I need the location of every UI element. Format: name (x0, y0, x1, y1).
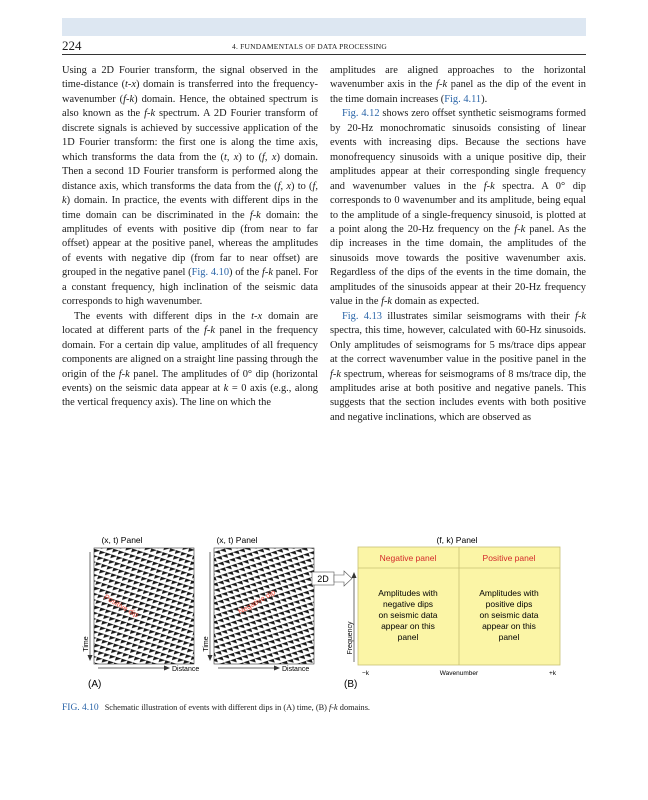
negative-panel-line: panel (397, 632, 419, 642)
paragraph: The events with different dips in the t-x domain are located at different parts of the f-k panel in the frequency domain. For a certain dip value, amplitudes of all frequency components are aligned on a straight line passing through the origin of the f-k panel. The amplitudes of 0° dip (horizontal events) on the seismic data appear at k = 0 axis (e.g., along the vertical frequency axis). The line on which the (62, 310, 318, 409)
k-positive-label: +k (548, 670, 556, 677)
positive-panel-line: on seismic data (479, 610, 539, 620)
negative-dip-label: Negative dip (236, 587, 278, 617)
negative-panel-line: Amplitudes with (378, 588, 438, 598)
panel-a-title: (x, t) Panel (101, 535, 143, 545)
caption-label: FIG. 4.10 (62, 703, 99, 713)
negative-panel-header: Negative panel (379, 553, 437, 563)
figure-4-10 (62, 532, 586, 694)
distance-arrow-icon (164, 666, 170, 671)
distance-axis-label: Distance (172, 666, 200, 673)
paragraph: amplitudes are aligned approaches to the horizontal wavenumber axis in the f-k panel as the dip of the event in the time domain increases (Fig. 4.11). (330, 65, 586, 105)
seismic-panel-positive (94, 548, 194, 664)
panel-b-title: (f, k) Panel (436, 535, 478, 545)
positive-panel-line: positive dips (485, 599, 533, 609)
transform-2d-label: 2D (317, 574, 329, 584)
time-arrow-icon (88, 655, 93, 661)
negative-panel-line: appear on this (381, 621, 435, 631)
top-band (62, 18, 586, 36)
left-column (62, 64, 318, 411)
transform-arrow-icon (334, 571, 352, 586)
paragraph: Fig. 4.12 shows zero offset synthetic seismograms formed by 20-Hz monochromatic sinusoids consisting of linear events with increasing dips. Because the sections have monofrequency sinusoids with a unique positive dip, their amplitudes appear at their corresponding single frequency and wavenumber values in the f-k spectra. A 0° dip corresponds to 0 wavenumber and its amplitude, being equal to the amplitude of a single-frequency sinusoid, is plotted at a point along the 20-Hz frequency on the f-k panel. As the dip increases in the time domain, the amplitudes of the sinusoids move towards the positive wavenumber axis. Regardless of the dips of the events in the time domain, the amplitudes of the sinusoids appear at their 20-Hz frequency value in the f-k domain as expected. (330, 108, 586, 308)
distance-arrow-icon (274, 666, 280, 671)
negative-panel-line: on seismic data (378, 610, 438, 620)
panel-a-letter: (A) (88, 679, 102, 690)
panel-b-letter: (B) (344, 679, 358, 690)
positive-panel-line: Amplitudes with (479, 588, 539, 598)
seismic-panel-negative (214, 548, 314, 664)
figure-link[interactable]: Fig. 4.11 (444, 93, 482, 105)
figure-link[interactable]: Fig. 4.10 (191, 267, 230, 279)
k-negative-label: −k (362, 670, 370, 677)
distance-axis-label: Distance (282, 666, 310, 673)
figure-caption: FIG. 4.10 Schematic illustration of events with different dips in (A) time, (B) f-k domains. (62, 703, 370, 713)
time-axis-label: Time (203, 636, 210, 652)
positive-panel-header: Positive panel (482, 553, 536, 563)
time-axis-label: Time (83, 636, 90, 652)
right-column (330, 64, 586, 425)
frequency-axis-label: Frequency (347, 621, 354, 655)
header-rule (62, 54, 586, 55)
paragraph: Using a 2D Fourier transform, the signal observed in the time-distance (t-x) domain is transferred into the frequency-wavenumber (f-k) domain. Hence, the obtained spectrum is also known as the f-k spectrum. A 2D Fourier transform of discrete signals is achieved by successive application of the 1D Fourier transform: the first one is along the time axis, which transforms the data from the (t, x) to (f, x) domain. Then a second 1D Fourier transform is performed along the distance axis, which transforms the data from the (f, x) to (f, k) domain. In practice, the events with different dips in the time domain can be discriminated in the f-k domain: the amplitudes of events with positive dip (from near to far offset) appear at the positive panel, whereas the amplitudes of events with negative dip (from far to near offset) are grouped in the negative panel (Fig. 4.10) of the f-k panel. For a constant frequency, high inclination of the seismic data corresponds to high wavenumber. (62, 65, 319, 308)
page-number: 224 (62, 38, 82, 53)
running-title: 4. FUNDAMENTALS OF DATA PROCESSING (232, 42, 387, 51)
positive-panel-line: appear on this (482, 621, 536, 631)
figure-link[interactable]: Fig. 4.13 (342, 310, 382, 322)
positive-panel-line: panel (498, 632, 520, 642)
positive-dip-label: Positive dip (102, 592, 141, 620)
panel-a2-title: (x, t) Panel (216, 535, 258, 545)
time-arrow-icon (208, 655, 213, 661)
frequency-arrow-icon (352, 572, 357, 578)
wavenumber-axis-label: Wavenumber (439, 670, 479, 677)
paragraph: Fig. 4.13 illustrates similar seismograms with their f-k spectra, this time, however, calculated with 60-Hz sinusoids. Only amplitudes of seismograms for 5 ms/trace dips appear at the correct wavenumber value in the positive panel in the f-k spectrum, whereas for seismograms of 8 ms/trace dip, the amplitudes arise at both positive and negative panels. This suggests that the section includes events with both positive and negative inclinations, which are observed as (330, 310, 586, 423)
figure-link[interactable]: Fig. 4.12 (342, 108, 380, 120)
negative-panel-line: negative dips (382, 599, 434, 609)
